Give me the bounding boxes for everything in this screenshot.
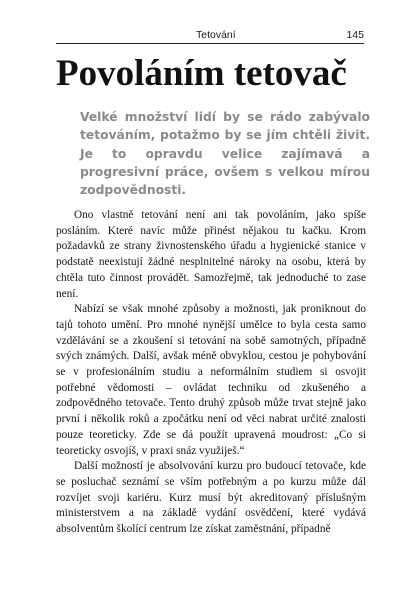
running-header	[56, 20, 364, 40]
page-number: 145	[346, 29, 364, 41]
article-body	[56, 208, 366, 538]
lead-paragraph: Velké množství lidí by se rádo zabývalo tetováním, potažmo by se jím chtěli živit. Je to opravdu velice zajímavá a progresivní práce, ovšem s velkou mírou zodpovědnosti.	[80, 110, 370, 198]
article-title: Povoláním tetovač	[56, 53, 347, 94]
body-paragraph: Ono vlastně tetování není ani tak povoláním, jako spíše posláním. Které navíc může přinést nějakou tu kačku. Krom požadavků ze strany živnostenského úřadu a hygienické stanice v podstatě neexistují žádné nesplnitelné nároky na osobu, která by chtěla tuto činnost provádět. Samozřejmě, tak jednoduché to zase není.	[56, 209, 366, 300]
body-paragraph: Další možností je absolvování kurzu pro budoucí tetovače, kde se posluchač seznámí se vším potřebným a po kurzu může dál rozvíjet svoji kariéru. Kurz musí být akreditovaný příslušným ministerstvem a na základě vydání osvědčení, které vydává absolventům školící centrum lze získat zaměstnání, případně	[56, 460, 366, 536]
section-title: Tetování	[196, 29, 236, 41]
header-rule	[56, 43, 364, 44]
body-paragraph: Nabízí se však mnohé způsoby a možnosti, jak proniknout do tajů tohoto umění. Pro mnohé nynější umělce to byla cesta samo vzdělávání se a zkoušení si tetování na sobě samotných, případně svých známých. Další, avšak méně obvyklou, cestou je pohybování se v profesionálním studiu a neformálním studiem si osvojit potřebné vědomosti – ovládat techniku od zkušeného a zodpovědného tetovače. Tento druhý způsob může trvat stejně jako první i několik roků a zpočátku není od věci nabrat určité znalosti pouze teoreticky. Zde se dá použít upravená moudrost: „Co si teoreticky osvojíš, v praxi snáz využiješ.“	[56, 303, 366, 457]
